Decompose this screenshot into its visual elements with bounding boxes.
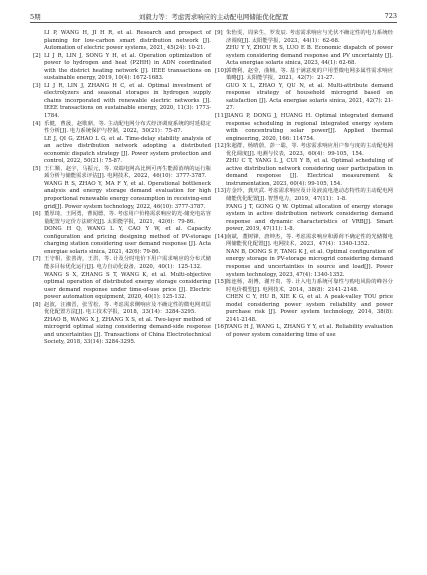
reference-number: [4] bbox=[33, 120, 41, 127]
reference-text: LE J, QI G, ZHAO L G, et al. Time-delay stability analysis of an active distribution network adopting a distributed economic dispatch strategy [J]. Power system protection and control, 2022, 50(21): 75-87. bbox=[44, 135, 211, 165]
reference-entry bbox=[215, 234, 393, 249]
reference-entry bbox=[215, 45, 393, 68]
reference-text: DONG H Q, WANG L Y, CAO Y W, et al. Capacity configuration and pricing designing method of PV-storage charging station considering user demand response [J]. Acta energiae solaris sinica, 2021, 42(6): 79-86. bbox=[44, 226, 211, 255]
reference-text: NAN B, DONG S F, TANG K J, et al. Optimal configuration of energy storage in PV-storage microgrid considering demand response and uncertainties in source and load[J]. Power system technology, 2023, 47(4): 1340-1352. bbox=[226, 248, 393, 278]
reference-entry bbox=[33, 121, 211, 136]
reference-text: LI P, WANG H, JI H R, et al. Research and prospect of planning for low-carbon smart distribution network [J]. Automation of electric power systems, 2021, 45(24): 10-21. bbox=[44, 30, 211, 52]
reference-entry bbox=[215, 30, 393, 45]
reference-text: ZHAO B, WANG X J, ZHANG X S, et al. Two-layer method of microgrid optimal sizing considering demand-side response and uncertainties [J]. Transactions of China Electrotechnical Society, 2018, 33(14): 3284-3295. bbox=[44, 316, 211, 346]
reference-entry bbox=[215, 204, 393, 234]
reference-entry bbox=[33, 30, 211, 53]
reference-text: ZHU C T, YANG L J, CUI Y B, et al. Optimal scheduling of active distribution network considering user participation in demand response [J]. Electrical measurement & instrumentation, 2023, 60(4): 99-105, 154. bbox=[226, 158, 393, 187]
reference-number: [14] bbox=[215, 233, 226, 240]
reference-text: WANG R S, ZHAO Y, MA F Y, et al. Operational bottleneck analysis and energy storage demand evaluation for high proportional renewable energy consumption in receiving-end grid[J]. Power system technology, 2022, 46(10): 3777-3787. bbox=[44, 180, 211, 210]
reference-text: 王仁顺，赵宇，马振元，等. 双端电网高比例可再生能源消纳的运行瓶颈分析与储能需求评估[J]. 电网技术，2022，46(10)：3777-3787. bbox=[44, 165, 211, 180]
reference-text: GUO X L, ZHAO Y, QU N, et al. Multi-attribute demand response strategy of household microgrid based on satisfaction [J]. Acta energiae solaris sinica, 2021, 42(7): 21-27. bbox=[226, 82, 393, 112]
reference-entry bbox=[215, 249, 393, 279]
issue-number: 5期 bbox=[30, 13, 41, 21]
reference-column-right bbox=[215, 30, 393, 339]
reference-number: [6] bbox=[33, 211, 41, 218]
reference-entry bbox=[215, 158, 393, 188]
reference-number: [10] bbox=[215, 67, 226, 74]
reference-entry bbox=[33, 226, 211, 256]
reference-number: [9] bbox=[215, 30, 223, 36]
reference-number: [8] bbox=[33, 301, 41, 308]
reference-text: 赵波，汪湘晋，张雪松，等. 考虑需求侧响应及不确定性的微电网双层优化配置方法[J]. 电工技术学报，2018，33(14)：3284-3295. bbox=[44, 301, 211, 316]
reference-entry bbox=[33, 83, 211, 121]
reference-entry bbox=[215, 113, 393, 143]
reference-entry bbox=[33, 272, 211, 302]
reference-entry bbox=[33, 53, 211, 83]
reference-entry bbox=[33, 256, 211, 271]
reference-entry bbox=[215, 188, 393, 203]
reference-text: CHEN C Y, HU B, XIE K G, et al. A peak-valley TOU price model considering power system reliability and power purchase risk [J]. Power system technology, 2014, 38(8): 2141-2148. bbox=[226, 294, 393, 323]
reference-text: 郭晓利，赵莹，曲楠，等. 基于满意度的户用型微电网多属性需求响应策略[J]. 太阳能学报，2021，42(7)：21-27. bbox=[226, 67, 393, 82]
reference-entry bbox=[215, 324, 393, 339]
page-number: 723 bbox=[384, 12, 397, 20]
reference-text: JIANG P, DONG J, HUANG H. Optimal integrated demand response scheduling in regional integrated energy system with concentrating solar power[J]. Applied thermal engineering, 2020, 166: 114754. bbox=[226, 113, 393, 142]
reference-number: [5] bbox=[33, 165, 41, 172]
reference-entry bbox=[33, 211, 211, 226]
reference-text: 南斌，董树锋，唐坤杰，等. 考虑需求响应和源荷不确定性的光储微电网储能优化配置[J]. 电网技术，2023，47(4)：1340-1352. bbox=[226, 233, 393, 248]
reference-text: 王守相，张善涛，王洪，等. 计及分时电价下用户需求响应的分布式储能多目标优化运行[J]. 电力自动化设备，2020，40(1)：125-132. bbox=[44, 256, 211, 270]
reference-entry bbox=[215, 294, 393, 324]
reference-text: LI J R, LIN J, SONG Y H, et al. Operation optimization of power to hydrogen and heat (P2HH) in ADN coordinated with the district heating network [J]. IEEE transactions on sustainable energy, 2019, 10(4): 1672-1683. bbox=[44, 52, 211, 82]
reference-entry bbox=[33, 166, 211, 181]
reference-number: [12] bbox=[215, 143, 226, 150]
reference-text: 方金玲，龚庆武. 考虑需求响应及计及液流电池动态特性的主动配电网储能优化配置[J]. 智慧电力，2019，47(11)：1-8. bbox=[226, 188, 393, 203]
reference-entry bbox=[215, 68, 393, 83]
reference-text: ZHU Y Y, ZHOU R S, LUO E B. Economic dispatch of power system considering demand response and PV uncertainty [J]. Acta energiae solaris sinica, 2023, 44(1): 62-68. bbox=[226, 45, 393, 67]
reference-text: 乐健，曹晟，赵歌鼎，等. 主动配电网分布式经济调度系统的时延稳定性分析[J]. 电力系统保护与控制，2022，50(21)：75-87. bbox=[44, 120, 211, 135]
reference-text: 朱怡雯，周荣生，罗发辰. 考虑需求响应与光伏不确定性的电力系统经济调度[J]. 太阳能学报，2023，44(1)：62-68. bbox=[226, 30, 393, 44]
reference-column-left bbox=[33, 30, 211, 347]
reference-text: YANG H J, WANG L, ZHANG Y Y, et al. Reliability evaluation of power system considering time of use bbox=[226, 324, 393, 338]
running-title: 刘毅力等：考虑需求响应的主动配电网储能优化配置 bbox=[138, 13, 289, 21]
reference-number: [2] bbox=[33, 52, 41, 59]
reference-text: 陈连杨，胡博，谢开贵，等. 计入电力系统可靠性与购电风险的峰谷分时电价模型[J]. 电网技术，2014，38(8)：2141-2148. bbox=[226, 279, 393, 293]
running-header bbox=[0, 0, 427, 28]
reference-text: WANG S X, ZHANG S T, WANG K, et al. Multi-objective optimal operation of distributed energy storage considering user demand response under time-of-use price [J]. Electric power automation equipment, 2020, 40(1): 125-132. bbox=[44, 271, 211, 301]
reference-number: [3] bbox=[33, 82, 41, 89]
reference-number: [13] bbox=[215, 188, 226, 195]
reference-entry bbox=[215, 279, 393, 294]
reference-number: [11] bbox=[215, 113, 226, 120]
reference-number: [7] bbox=[33, 256, 41, 263]
reference-text: FANG J T, GONG Q W. Optimal allocation of energy storage system in active distribution network considering demand response and dynamic characteristics of VRB[J]. Smart power, 2019, 47(11): 1-8. bbox=[226, 203, 393, 233]
reference-entry bbox=[33, 136, 211, 166]
reference-entry bbox=[215, 83, 393, 113]
reference-number: [15] bbox=[215, 279, 226, 286]
reference-entry bbox=[215, 143, 393, 158]
reference-entry bbox=[33, 302, 211, 317]
header-rule bbox=[30, 22, 397, 23]
reference-number: [16] bbox=[215, 324, 226, 331]
reference-entry bbox=[33, 317, 211, 347]
reference-text: 朱超群，杨晴蔚，彭一聪，等. 考虑需求响应用户参与度的主动配电网优化调度[J]. 电测与仪表，2023，60(4)：99-105，154. bbox=[226, 143, 393, 157]
reference-text: LI J R, LIN J, ZHANG H C, et al. Optimal investment of electrolyzers and seasonal storages in hydrogen supply chains incorporated with renewable electric networks [J]. IEEE transactions on sustainable energy, 2020, 11(3): 1773-1784. bbox=[44, 82, 211, 120]
reference-text: 董厚琦，王阿勇，曹闻德，等. 考虑用户价格需求响应的光-储充电站容量配置与定价方法研究[J]. 太阳能学报，2021，42(6)：79-86. bbox=[44, 211, 211, 225]
reference-entry bbox=[33, 181, 211, 211]
